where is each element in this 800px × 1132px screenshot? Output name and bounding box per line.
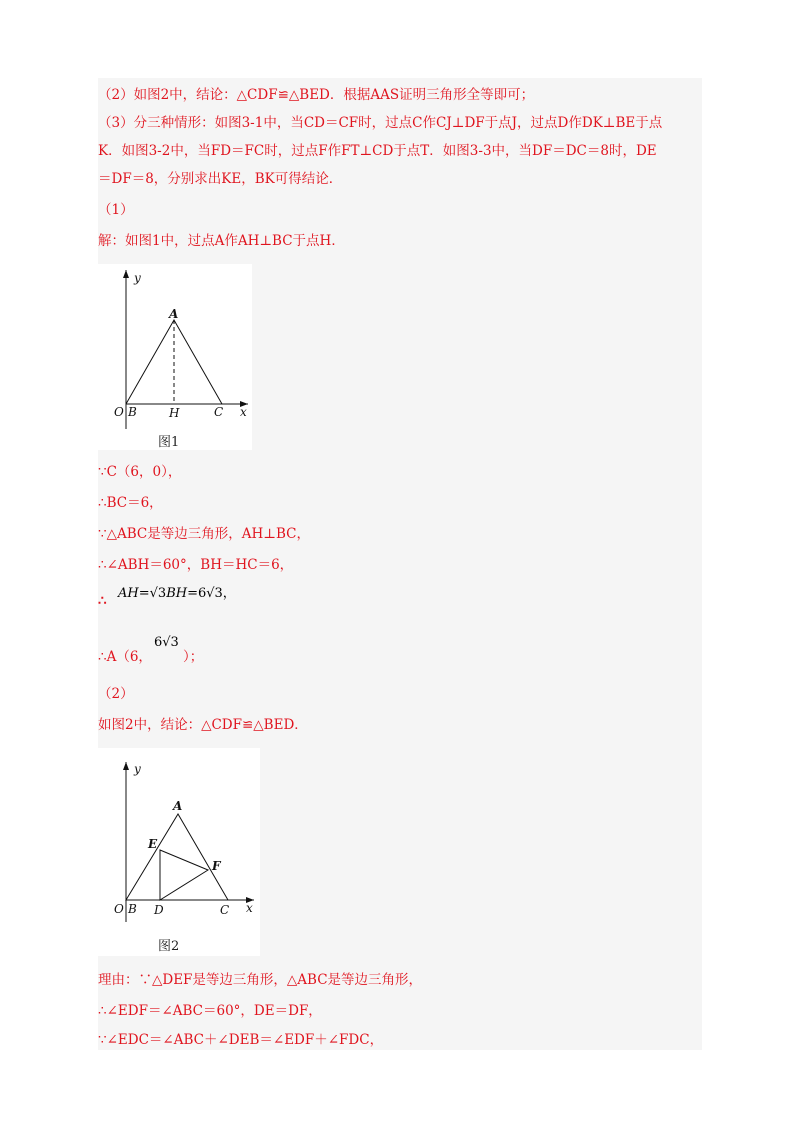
y-axis-arrow-icon (123, 270, 129, 278)
label-y: y (134, 271, 141, 285)
formula-a-y: 6√3 (154, 635, 179, 650)
text-line-part3-a: （3）分三种情形：如图3-1中，当CD＝CF时，过点C作CJ⊥DF于点J，过点D作DK⊥BE于点 (98, 115, 663, 131)
text-line-angle-edf: ∴∠EDF＝∠ABC＝60°，DE＝DF， (98, 1003, 322, 1019)
label-c: C (214, 405, 224, 419)
text-therefore-symbol: ∴ (98, 593, 107, 609)
figure-2 (98, 748, 260, 956)
text-line-a-coord-end: ）； (183, 649, 204, 665)
label-b: B (128, 405, 137, 419)
text-line-angle-abh: ∴∠ABH＝60°，BH＝HC＝6， (98, 557, 294, 573)
text-line-c-coord: ∵C（6，0）， (98, 464, 182, 480)
formula-comma: ， (222, 586, 236, 601)
text-line-part1-heading: （1） (98, 202, 134, 218)
label-o: O (114, 902, 124, 916)
label-b: B (128, 902, 137, 916)
figure-2-svg (98, 748, 260, 956)
formula-eq-sqrt3: =√3 (138, 586, 167, 601)
text-line-part3-c: ＝DF＝8，分别求出KE，BK可得结论． (98, 171, 343, 187)
text-line-part2-conclusion: 如图2中，结论：△CDF≌△BED． (98, 717, 308, 733)
label-x: x (240, 405, 247, 419)
formula-bh-var: BH (166, 586, 188, 601)
text-line-part2-heading: （2） (98, 686, 134, 702)
text-line-part3-b: K．如图3-2中，当FD＝FC时，过点F作FT⊥CD于点T．如图3-3中，当DF＝DC＝8时，DE (98, 143, 657, 159)
figure-1 (98, 264, 252, 450)
label-e: E (148, 837, 158, 851)
text-line-angle-edc: ∵∠EDC＝∠ABC＋∠DEB＝∠EDF＋∠FDC， (98, 1032, 384, 1048)
formula-eq-6sqrt3: =6√3 (187, 586, 223, 601)
text-line-solution-intro: 解：如图1中，过点A作AH⊥BC于点H． (98, 233, 345, 249)
triangle-def (160, 850, 208, 900)
figure-1-svg (98, 264, 252, 450)
label-y: y (134, 762, 141, 776)
label-h: H (169, 406, 180, 420)
text-line-equilateral: ∵△ABC是等边三角形，AH⊥BC， (98, 526, 310, 542)
formula-ah-var: AH (118, 586, 139, 601)
formula-ah (118, 582, 236, 601)
figure-2-caption: 图2 (158, 939, 180, 954)
label-x: x (246, 901, 253, 915)
text-line-part2-summary: （2）如图2中，结论：△CDF≌△BED．根据AAS证明三角形全等即可； (98, 87, 535, 103)
label-a: A (169, 307, 179, 321)
label-f: F (212, 859, 221, 873)
label-c: C (220, 903, 230, 917)
label-a: A (173, 799, 183, 813)
text-line-bc: ∴BC＝6， (98, 495, 163, 511)
figure-1-caption: 图1 (158, 435, 180, 450)
y-axis-arrow-icon (123, 762, 129, 770)
text-line-reason: 理由：∵△DEF是等边三角形，△ABC是等边三角形， (98, 972, 423, 988)
document-page (98, 78, 702, 1050)
text-line-a-coord-start: ∴A（6， (98, 649, 152, 665)
label-o: O (114, 405, 124, 419)
label-d: D (154, 903, 164, 917)
